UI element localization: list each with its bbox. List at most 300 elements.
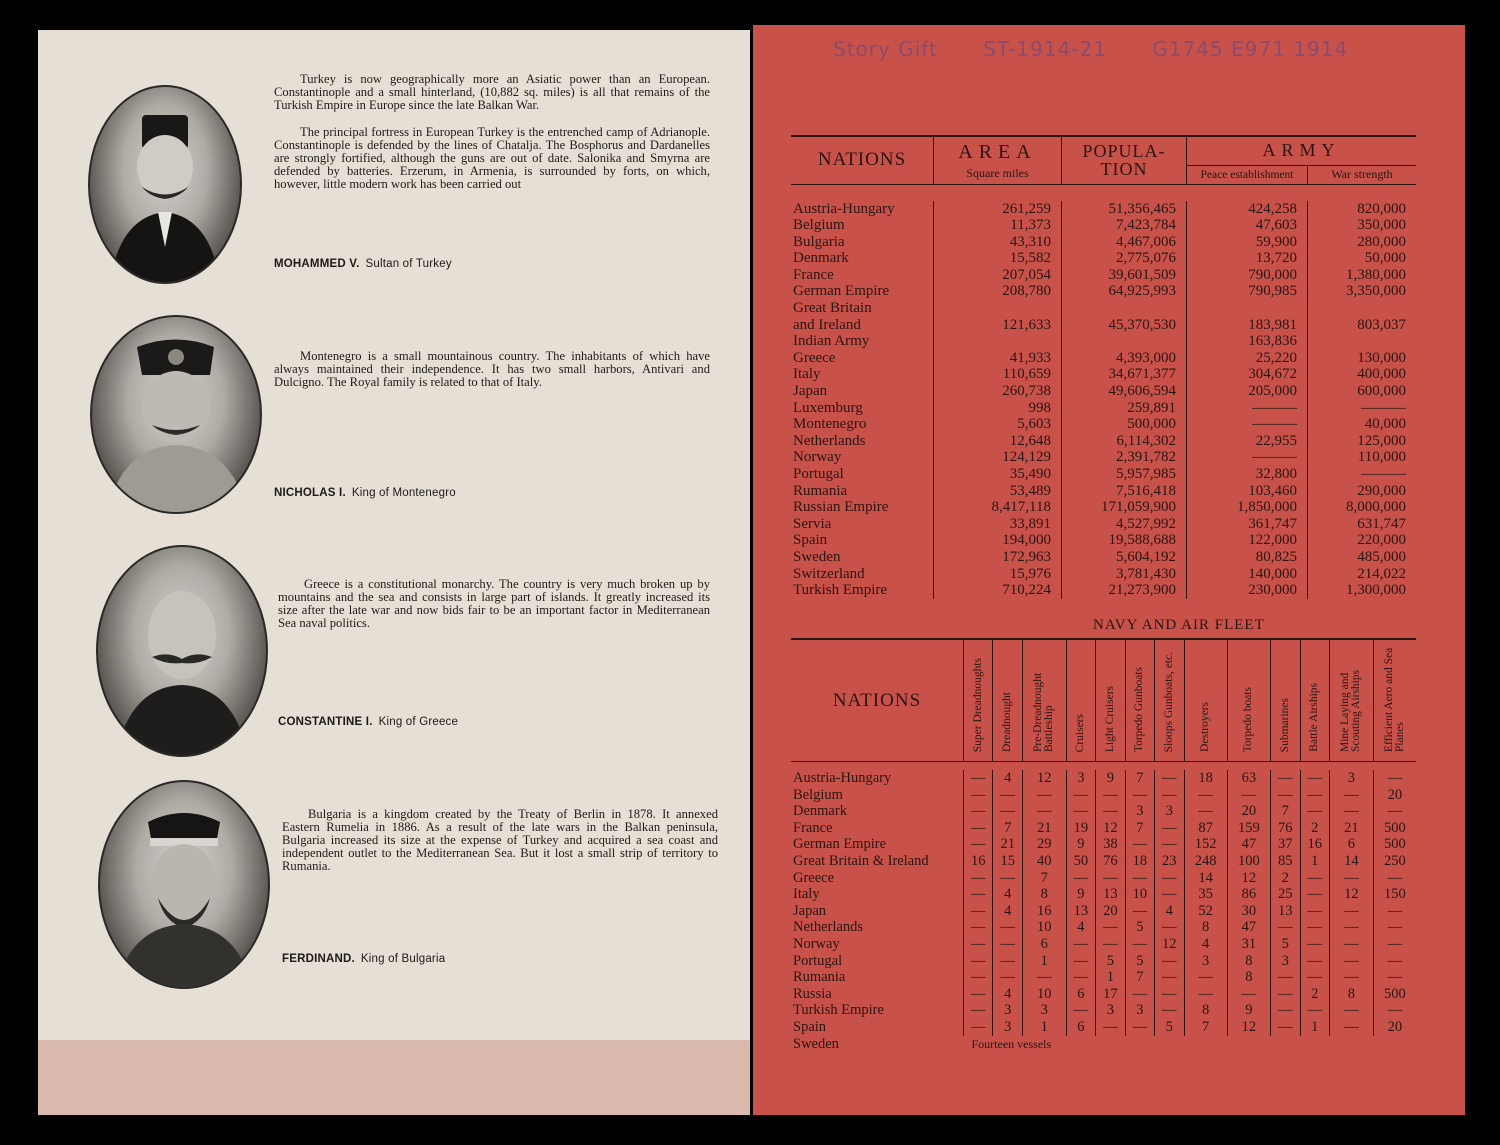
navy-header-column (1373, 639, 1416, 762)
navy-cell-value: 9 (1227, 1002, 1270, 1019)
navy-cell-value: 18 (1184, 770, 1227, 787)
navy-cell-value: 38 (1096, 836, 1125, 853)
army-cell-value: 11,373 (934, 217, 1062, 234)
army-cell-value: 183,981 (1187, 317, 1308, 334)
army-cell-value: ——— (1187, 400, 1308, 417)
caption-constantine-i (278, 716, 458, 728)
navy-cell-value: 8 (1184, 1002, 1227, 1019)
navy-cell-value: — (964, 953, 993, 970)
navy-cell-value: 4 (1184, 936, 1227, 953)
navy-cell-value: — (1184, 803, 1227, 820)
army-cell-value: 998 (934, 400, 1062, 417)
navy-sweden-note: Fourteen vessels (971, 1036, 1052, 1051)
navy-header-column (1184, 639, 1227, 762)
navy-header-column (1066, 639, 1095, 762)
army-cell-value: 59,900 (1187, 234, 1308, 251)
navy-table (791, 638, 1416, 1052)
army-cell-nation: German Empire (793, 283, 890, 300)
army-cell-nation: Netherlands (793, 432, 866, 449)
army-cell-value: 12,648 (934, 433, 1062, 450)
navy-cell-nation: Italy (793, 886, 820, 903)
navy-cell-value: 7 (1022, 870, 1066, 887)
navy-cell-value: — (1373, 870, 1416, 887)
navy-cell-value: — (1066, 936, 1095, 953)
navy-cell-value: 4 (1066, 919, 1095, 936)
navy-cell-nation: Sweden (793, 1035, 839, 1052)
navy-cell-value: — (1066, 787, 1095, 804)
army-cell-value: 8,417,118 (934, 499, 1062, 516)
navy-cell-value: — (1155, 820, 1184, 837)
navy-cell-value: 1 (1096, 969, 1125, 986)
navy-cell-value: 12 (1022, 770, 1066, 787)
navy-cell-value: 4 (993, 886, 1022, 903)
caption-name: NICHOLAS I. (274, 487, 346, 499)
navy-cell-value: — (1329, 969, 1373, 986)
navy-cell-nation: Austria-Hungary (793, 770, 892, 786)
navy-cell-nation: Turkish Empire (793, 1002, 884, 1019)
navy-cell-value: 4 (993, 770, 1022, 787)
navy-cell-value: — (1329, 919, 1373, 936)
navy-cell-value: 47 (1227, 919, 1270, 936)
army-cell-value (1308, 300, 1417, 317)
navy-header-label: Sloops Gunboats, etc. (1162, 651, 1175, 752)
army-cell-value: 41,933 (934, 350, 1062, 367)
army-cell-value: 39,601,509 (1062, 267, 1187, 284)
army-cell-value: 125,000 (1308, 433, 1417, 450)
army-cell-value: 214,022 (1308, 566, 1417, 583)
navy-cell-value: — (964, 919, 993, 936)
navy-row (791, 919, 1416, 936)
army-cell-nation: Great Britain (793, 300, 872, 317)
army-cell-value: 19,588,688 (1062, 532, 1187, 549)
army-cell-value: 51,356,465 (1062, 201, 1187, 218)
navy-cell-value: 3 (1184, 953, 1227, 970)
army-cell-value: 290,000 (1308, 483, 1417, 500)
army-cell-nation: Spain (793, 532, 828, 549)
navy-cell-value: 2 (1300, 820, 1329, 837)
navy-cell-value: — (1096, 936, 1125, 953)
navy-row (791, 836, 1416, 853)
army-cell-value: 103,460 (1187, 483, 1308, 500)
navy-header-label: Dreadnought (1001, 691, 1014, 752)
army-cell-value: 7,516,418 (1062, 483, 1187, 500)
navy-cell-value: — (1155, 953, 1184, 970)
army-cell-value: ——— (1308, 466, 1417, 483)
turkey-paragraph-1: Turkey is now geographically more an Asiatic power than an European. Constantinople and a small hinterland, (10,882 sq. miles) is all that remains of the Turkish Empire in Europe since the late Balkan War. (274, 72, 710, 112)
navy-cell-value: — (1271, 919, 1300, 936)
army-cell-value: 34,671,377 (1062, 366, 1187, 383)
navy-header-column (1300, 639, 1329, 762)
army-cell-value: 33,891 (934, 516, 1062, 533)
army-row (791, 383, 1416, 400)
navy-cell-value: 6 (1066, 1019, 1095, 1036)
army-header-nations: NATIONS (791, 136, 934, 184)
navy-cell-value: 248 (1184, 853, 1227, 870)
army-row (791, 234, 1416, 251)
army-cell-value: 40,000 (1308, 416, 1417, 433)
army-cell-value: 80,825 (1187, 549, 1308, 566)
navy-cell-value: — (1373, 1002, 1416, 1019)
navy-cell-value: 7 (993, 820, 1022, 837)
navy-cell-value: — (1373, 803, 1416, 820)
navy-cell-value: — (964, 836, 993, 853)
army-cell-value: 1,380,000 (1308, 267, 1417, 284)
navy-cell-value: 250 (1373, 853, 1416, 870)
navy-cell-value: — (1227, 986, 1270, 1003)
navy-cell-value: — (1155, 1002, 1184, 1019)
army-cell-value: 5,603 (934, 416, 1062, 433)
army-cell-nation: Russian Empire (793, 499, 889, 516)
bulgaria-paragraph: Bulgaria is a kingdom created by the Treaty of Berlin in 1878. It annexed Eastern Rumelia in 1886. As a result of the late wars in the Balkan peninsula, Bulgaria increased its size at the expense of Turkey and acquired a sea coast and independent outlet to the Mediterranean Sea. But it lost a small strip of territory to Rumania. (282, 807, 718, 873)
army-cell-nation: Rumania (793, 482, 848, 499)
navy-cell-value: 1 (1300, 1019, 1329, 1036)
navy-cell-value: 159 (1227, 820, 1270, 837)
army-cell-value: 15,582 (934, 250, 1062, 267)
navy-cell-value: 10 (1125, 886, 1154, 903)
army-cell-value (1062, 300, 1187, 317)
navy-cell-value: 1 (1022, 1019, 1066, 1036)
army-cell-value: 280,000 (1308, 234, 1417, 251)
army-cell-value: 208,780 (934, 283, 1062, 300)
navy-cell-value: — (1300, 803, 1329, 820)
caption-mohammed-v (274, 258, 452, 270)
navy-cell-value: — (964, 870, 993, 887)
navy-cell-value: — (1329, 903, 1373, 920)
navy-cell-value: — (1329, 803, 1373, 820)
navy-cell-value: 7 (1271, 803, 1300, 820)
navy-cell-value: 3 (993, 1002, 1022, 1019)
caption-title: King of Bulgaria (360, 953, 446, 965)
army-cell-value: 53,489 (934, 483, 1062, 500)
army-cell-value: 64,925,993 (1062, 283, 1187, 300)
army-row (791, 317, 1416, 334)
navy-cell-value: 37 (1271, 836, 1300, 853)
army-cell-value: 2,775,076 (1062, 250, 1187, 267)
navy-cell-value: — (1096, 803, 1125, 820)
navy-cell-value: 1 (1022, 953, 1066, 970)
navy-cell-nation: Rumania (793, 969, 846, 986)
army-table (791, 135, 1416, 599)
navy-cell-value: — (1096, 919, 1125, 936)
army-row (791, 400, 1416, 417)
navy-cell-value: — (1373, 903, 1416, 920)
navy-cell-value: — (1300, 870, 1329, 887)
navy-cell-value: 20 (1373, 1019, 1416, 1036)
army-cell-nation: Luxemburg (793, 399, 863, 416)
navy-cell-value: — (1300, 903, 1329, 920)
left-page-edge (38, 1040, 750, 1115)
navy-cell-value: 52 (1184, 903, 1227, 920)
navy-cell-value: — (1125, 936, 1154, 953)
navy-cell-value: 500 (1373, 820, 1416, 837)
navy-cell-value: — (1184, 787, 1227, 804)
navy-header-column (1329, 639, 1373, 762)
navy-cell-value: 2 (1300, 986, 1329, 1003)
navy-header-label: Pre-Dreadnought Battleship (1032, 672, 1056, 752)
navy-cell-value: — (1271, 770, 1300, 787)
montenegro-paragraph: Montenegro is a small mountainous country. The inhabitants of which have always maintained their independence. It has two small harbors, Antivari and Dulcigno. The Royal family is related to that of Italy. (274, 349, 710, 389)
navy-header-column (1155, 639, 1184, 762)
army-cell-value: 7,423,784 (1062, 217, 1187, 234)
army-cell-nation: and Ireland (793, 316, 861, 333)
navy-cell-value: 35 (1184, 886, 1227, 903)
army-header-population: POPULA-TION (1062, 136, 1187, 184)
army-cell-value: 424,258 (1187, 201, 1308, 218)
navy-cell-value: — (1329, 1019, 1373, 1036)
navy-cell-value: 10 (1022, 986, 1066, 1003)
army-row (791, 549, 1416, 566)
army-cell-value: 485,000 (1308, 549, 1417, 566)
army-cell-value: 803,037 (1308, 317, 1417, 334)
navy-cell-value: 87 (1184, 820, 1227, 837)
navy-row (791, 903, 1416, 920)
army-header-army: ARMY (1187, 136, 1417, 165)
handnote-3: G1745 E971 1914 (1152, 37, 1349, 61)
navy-cell-value: 12 (1329, 886, 1373, 903)
army-cell-value: 35,490 (934, 466, 1062, 483)
navy-cell-value: 12 (1096, 820, 1125, 837)
army-cell-nation: Servia (793, 515, 832, 532)
navy-cell-value: — (964, 820, 993, 837)
army-cell-nation: Greece (793, 349, 836, 366)
army-row (791, 366, 1416, 383)
army-cell-value: 631,747 (1308, 516, 1417, 533)
army-cell-nation: Switzerland (793, 565, 865, 582)
navy-cell-value: — (1096, 787, 1125, 804)
navy-cell-value: 8 (1227, 969, 1270, 986)
navy-cell-value: 8 (1329, 986, 1373, 1003)
navy-cell-nation: German Empire (793, 836, 887, 853)
navy-cell-value: — (993, 953, 1022, 970)
army-header-war: War strength (1308, 165, 1417, 184)
portrait-ferdinand (98, 780, 270, 989)
army-cell-value: 400,000 (1308, 366, 1417, 383)
portrait-mohammed-v-image (90, 87, 240, 282)
army-cell-nation: Norway (793, 449, 842, 466)
army-cell-value: 32,800 (1187, 466, 1308, 483)
navy-cell-value: — (1300, 787, 1329, 804)
navy-cell-nation: Japan (793, 902, 827, 919)
navy-cell-value: — (993, 870, 1022, 887)
navy-cell-value: 3 (1271, 953, 1300, 970)
navy-cell-value: 152 (1184, 836, 1227, 853)
navy-cell-value: 16 (964, 853, 993, 870)
navy-cell-value: — (1155, 919, 1184, 936)
navy-cell-value: 18 (1125, 853, 1154, 870)
army-cell-value: 124,129 (934, 449, 1062, 466)
navy-header-label: Super Dreadnoughts (971, 657, 984, 752)
army-cell-nation: Italy (793, 366, 821, 383)
navy-cell-value: 2 (1271, 870, 1300, 887)
army-row (791, 433, 1416, 450)
navy-cell-value: — (1329, 936, 1373, 953)
army-cell-value: 259,891 (1062, 400, 1187, 417)
navy-cell-value: 9 (1066, 836, 1095, 853)
navy-cell-value: 19 (1066, 820, 1095, 837)
navy-cell-value: — (1373, 936, 1416, 953)
caption-title: King of Greece (378, 716, 459, 728)
navy-cell-value: 12 (1155, 936, 1184, 953)
portrait-mohammed-v (88, 85, 242, 284)
army-cell-value: 171,059,900 (1062, 499, 1187, 516)
navy-cell-value: — (1373, 953, 1416, 970)
navy-cell-value: — (1155, 886, 1184, 903)
navy-cell-value: 16 (1022, 903, 1066, 920)
navy-cell-nation: France (793, 819, 833, 836)
navy-cell-value: 76 (1271, 820, 1300, 837)
army-cell-value: 110,659 (934, 366, 1062, 383)
navy-header-label: Efficient Aero and Sea Planes (1382, 647, 1406, 752)
army-cell-nation: Portugal (793, 466, 844, 482)
army-cell-nation: Japan (793, 383, 828, 400)
navy-cell-value: 4 (993, 903, 1022, 920)
navy-cell-nation: Great Britain & Ireland (793, 852, 929, 869)
navy-cell-nation: Belgium (793, 786, 843, 803)
navy-cell-value: — (1271, 1002, 1300, 1019)
army-cell-value: 600,000 (1308, 383, 1417, 400)
army-cell-value: 205,000 (1187, 383, 1308, 400)
army-cell-value: 8,000,000 (1308, 499, 1417, 516)
navy-cell-value: 47 (1227, 836, 1270, 853)
navy-cell-value: — (1066, 803, 1095, 820)
navy-header-label: Cruisers (1074, 713, 1087, 752)
army-row (791, 350, 1416, 367)
navy-cell-value: — (1155, 986, 1184, 1003)
army-cell-value: 1,300,000 (1308, 582, 1417, 599)
navy-cell-value: 12 (1227, 1019, 1270, 1036)
army-row (791, 466, 1416, 483)
navy-cell-value: 30 (1227, 903, 1270, 920)
army-cell-value: 47,603 (1187, 217, 1308, 234)
navy-cell-value: — (1271, 969, 1300, 986)
navy-cell-value: — (993, 936, 1022, 953)
navy-cell-value: 5 (1271, 936, 1300, 953)
navy-row (791, 770, 1416, 787)
army-cell-nation: Denmark (793, 250, 849, 267)
navy-cell-value: 85 (1271, 853, 1300, 870)
navy-cell-value: 500 (1373, 836, 1416, 853)
handnote-1: Story Gift (833, 37, 938, 61)
navy-cell-value: — (1066, 953, 1095, 970)
army-cell-value: 194,000 (934, 532, 1062, 549)
army-cell-value (1308, 333, 1417, 350)
navy-cell-value: — (1329, 870, 1373, 887)
navy-cell-value: 3 (1022, 1002, 1066, 1019)
navy-cell-value: 150 (1373, 886, 1416, 903)
navy-cell-value: 13 (1096, 886, 1125, 903)
army-cell-value: ——— (1308, 400, 1417, 417)
portrait-constantine-i (96, 545, 268, 757)
army-cell-value: 230,000 (1187, 582, 1308, 599)
navy-cell-value: 63 (1227, 770, 1270, 787)
navy-cell-value: — (1125, 787, 1154, 804)
army-cell-value: 790,985 (1187, 283, 1308, 300)
navy-cell-value: 5 (1125, 953, 1154, 970)
caption-title: Sultan of Turkey (365, 258, 452, 270)
navy-cell-value: 8 (1184, 919, 1227, 936)
army-cell-value: 49,606,594 (1062, 383, 1187, 400)
navy-cell-value: — (1373, 770, 1416, 787)
navy-cell-value: 10 (1022, 919, 1066, 936)
navy-cell-value: — (964, 886, 993, 903)
army-cell-value: 122,000 (1187, 532, 1308, 549)
army-cell-value: 3,350,000 (1308, 283, 1417, 300)
army-cell-value: 5,957,985 (1062, 466, 1187, 483)
navy-cell-value: 3 (1066, 770, 1095, 787)
navy-cell-value: 12 (1227, 870, 1270, 887)
army-cell-value: 45,370,530 (1062, 317, 1187, 334)
navy-cell-value: 20 (1096, 903, 1125, 920)
navy-cell-value: — (1155, 870, 1184, 887)
army-row (791, 566, 1416, 583)
navy-cell-value: — (1184, 986, 1227, 1003)
navy-cell-value: — (1125, 870, 1154, 887)
navy-row (791, 853, 1416, 870)
navy-cell-value: — (1155, 787, 1184, 804)
navy-cell-value: 86 (1227, 886, 1270, 903)
army-cell-value: ——— (1187, 449, 1308, 466)
army-cell-value: 4,393,000 (1062, 350, 1187, 367)
army-cell-value: 130,000 (1308, 350, 1417, 367)
caption-ferdinand (282, 953, 445, 965)
navy-cell-value: — (1022, 787, 1066, 804)
army-cell-value: 207,054 (934, 267, 1062, 284)
navy-cell-value: 7 (1184, 1019, 1227, 1036)
army-table-body (791, 201, 1416, 599)
navy-cell-value: 5 (1096, 953, 1125, 970)
navy-header-column (993, 639, 1022, 762)
navy-cell-value: 8 (1227, 953, 1270, 970)
army-header-area: AREA (934, 136, 1062, 165)
army-cell-nation: Indian Army (793, 333, 870, 350)
army-cell-value: 361,747 (1187, 516, 1308, 533)
navy-header-label: Destroyers (1199, 702, 1212, 752)
army-cell-value (934, 300, 1062, 317)
navy-cell-nation: Greece (793, 869, 835, 886)
navy-cell-value: — (1184, 969, 1227, 986)
navy-row (791, 803, 1416, 820)
navy-cell-value: — (1125, 836, 1154, 853)
army-cell-value: 220,000 (1308, 532, 1417, 549)
navy-cell-value: — (1300, 770, 1329, 787)
army-cell-value: 172,963 (934, 549, 1062, 566)
navy-cell-value: 14 (1329, 853, 1373, 870)
navy-row (791, 1002, 1416, 1019)
army-cell-nation: Austria-Hungary (793, 200, 895, 217)
navy-cell-value: — (1300, 969, 1329, 986)
navy-header-label: Battle Airships (1308, 683, 1321, 752)
navy-cell-value: 5 (1155, 1019, 1184, 1036)
navy-row (791, 953, 1416, 970)
navy-cell-value: — (964, 969, 993, 986)
navy-cell-value: — (1096, 870, 1125, 887)
navy-cell-value: — (993, 919, 1022, 936)
navy-cell-value: — (1300, 953, 1329, 970)
army-row (791, 532, 1416, 549)
navy-header-label: Mine Laying and Scouting Airships (1339, 669, 1363, 752)
navy-cell-value: 20 (1227, 803, 1270, 820)
navy-cell-value: 3 (1125, 803, 1154, 820)
navy-cell-value: — (964, 1002, 993, 1019)
navy-cell-value: — (1155, 836, 1184, 853)
army-cell-value: 2,391,782 (1062, 449, 1187, 466)
navy-cell-value: — (964, 770, 993, 787)
army-cell-value (1187, 300, 1308, 317)
navy-header-label: Torpedo Gunboats (1133, 666, 1146, 752)
navy-cell-value: 4 (993, 986, 1022, 1003)
navy-cell-value: 17 (1096, 986, 1125, 1003)
navy-cell-value: 13 (1271, 903, 1300, 920)
